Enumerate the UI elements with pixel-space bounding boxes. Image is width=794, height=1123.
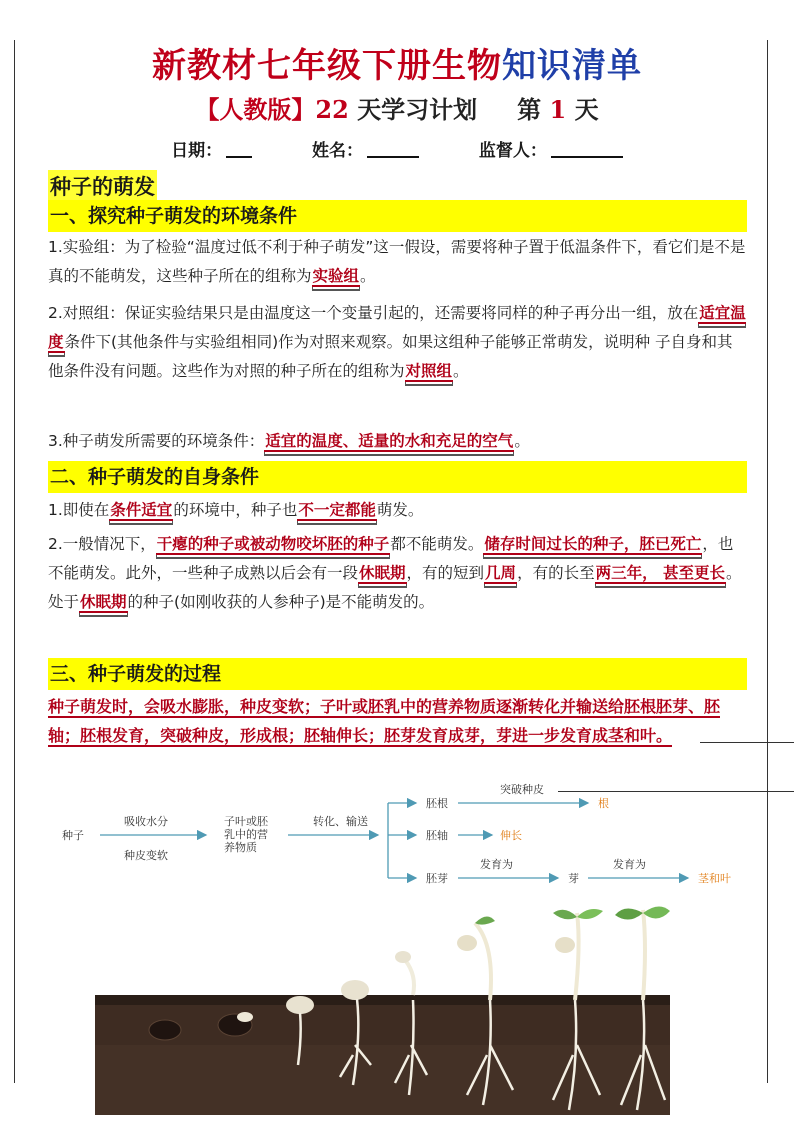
- s1-p2-end: 。: [453, 362, 469, 380]
- flow-plumule: 胚芽: [426, 872, 448, 885]
- topic-heading: 种子的萌发: [48, 170, 157, 202]
- s2-p2-g: 的种子(如刚收获的人参种子)是不能萌发的。: [127, 593, 435, 611]
- flow-absorb-water: 吸收水分: [124, 815, 168, 828]
- s1-p3-end: 。: [514, 432, 530, 450]
- title-part-2: 生物: [432, 46, 502, 86]
- day-suffix: 天: [574, 95, 599, 124]
- answer-dormancy-2: 休眠期: [80, 593, 127, 611]
- page-subtitle: [0, 90, 794, 125]
- section-2-heading: 二、种子萌发的自身条件: [48, 461, 747, 493]
- seedling-illustration-svg: [95, 905, 670, 1115]
- page-border-right: [767, 40, 768, 1083]
- s1-p2-a: 2.对照组：保证实验结果只是由温度这一个变量引起的，还需要将同样的种子再分出一组，放在: [48, 304, 699, 322]
- flow-break-seed-coat: 突破种皮: [500, 783, 544, 796]
- title-part-3: 知识清单: [502, 46, 642, 86]
- section-3-text: [48, 692, 748, 750]
- section-2-item-2: [48, 530, 748, 617]
- s1-p1-text: 1.实验组：为了检验“温度过低不利于种子萌发”这一假设，需要将种子置于低温条件下，看它们是不是真的不能萌发，这些种子所在的组称为: [48, 238, 746, 285]
- day-number: 1: [549, 95, 567, 124]
- info-line: [0, 136, 794, 161]
- name-label: 姓名：: [312, 141, 363, 161]
- s1-p1-end: 。: [360, 267, 376, 285]
- flow-radicle: 胚根: [426, 797, 448, 810]
- date-label: 日期：: [171, 141, 223, 161]
- flow-root: 根: [598, 797, 609, 810]
- seed-coat-crack: [237, 1012, 253, 1022]
- plan-text: 天学习计划: [348, 95, 478, 124]
- flow-nutrient-line-1: 子叶或胚: [224, 815, 268, 828]
- s2-p2-d: ，有的短到: [406, 564, 485, 582]
- s2-p1-a: 1.即使在: [48, 501, 110, 519]
- answer-long-storage: 储存时间过长的种子，胚已死亡: [484, 535, 702, 553]
- answer-not-necessarily: 不一定都能: [298, 501, 376, 519]
- answer-environment-conditions: 适宜的温度、适量的水和充足的空气: [265, 432, 514, 450]
- answer-experimental-group: 实验组: [312, 267, 360, 285]
- s2-p2-b: 都不能萌发。: [390, 535, 484, 553]
- flow-nutrient-line-3: 养物质: [224, 841, 257, 854]
- plan-number: 22: [315, 95, 349, 124]
- germination-flowchart: [48, 775, 794, 915]
- flow-hypocotyl: 胚轴: [426, 829, 448, 842]
- title-part-1: 新教材七年级下册: [152, 46, 432, 86]
- germination-stages-illustration: [95, 905, 670, 1115]
- name-field[interactable]: [367, 138, 419, 158]
- flow-nutrient-line-2: 乳中的营: [224, 828, 268, 841]
- s2-p1-b: 的环境中，种子也: [173, 501, 298, 519]
- flowchart-svg: [48, 775, 794, 915]
- s2-p2-e: ，有的长至: [517, 564, 595, 582]
- section-1-item-1: [48, 233, 748, 291]
- answer-two-three-years: 两三年， 甚至更长: [595, 564, 725, 582]
- s2-p2-a: 2.一般情况下，: [48, 535, 156, 553]
- day-prefix: 第: [517, 95, 542, 124]
- s2-p2-c: ，也不能萌发。此外，一些种子成熟以后会有一段: [48, 535, 734, 582]
- supervisor-label: 监督人：: [478, 141, 547, 161]
- section-1-item-3: [48, 427, 748, 456]
- flow-elongate: 伸长: [500, 829, 522, 842]
- s1-p2-b: 条件下(其他条件与实验组相同)作为对照来观察。如果这组种子能够正常萌发，说明种 子自身和其他条件没有问题。这些作为对照的种子所在的组称为: [48, 333, 733, 380]
- flow-seed-coat-soften: 种皮变软: [124, 849, 168, 862]
- flow-transform: 转化、输送: [313, 815, 368, 828]
- section-2-item-1: [48, 496, 748, 525]
- answer-dormancy: 休眠期: [359, 564, 406, 582]
- answer-control-group: 对照组: [405, 362, 453, 380]
- seed-stage-1: [149, 1020, 181, 1040]
- section-1-item-2: [48, 299, 748, 386]
- page-border-left: [14, 40, 15, 1083]
- supervisor-field[interactable]: [551, 138, 623, 158]
- flow-stem-leaf: 茎和叶: [698, 872, 731, 885]
- answer-damaged-seeds: 干瘪的种子或被动物咬坏胚的种子: [156, 535, 390, 553]
- page-title: [0, 38, 794, 87]
- section-1-heading: 一、探究种子萌发的环境条件: [48, 200, 747, 232]
- answer-suitable-conditions: 条件适宜: [110, 501, 173, 519]
- edition-label: 【人教版】: [195, 95, 316, 124]
- flow-seed: 种子: [62, 829, 84, 842]
- flow-bud: 芽: [568, 872, 579, 885]
- section-3-heading: 三、种子萌发的过程: [48, 658, 747, 690]
- flow-develop-1: 发育为: [480, 858, 513, 871]
- s2-p2-f: 。处于: [48, 564, 742, 611]
- date-field[interactable]: [226, 138, 252, 158]
- flow-develop-2: 发育为: [613, 858, 646, 871]
- s2-p1-c: 萌发。: [376, 501, 424, 519]
- answer-suitable-temperature: 适宜温度: [48, 304, 746, 351]
- process-description: 种子萌发时，会吸水膨胀，种皮变软；子叶或胚乳中的营养物质逐渐转化并输送给胚根胚芽、胚轴；胚根发育，突破种皮，形成根；胚轴伸长；胚芽发育成芽，芽进一步发育成茎和叶。: [48, 697, 721, 745]
- s1-p3-text: 3.种子萌发所需要的环境条件：: [48, 432, 265, 450]
- answer-few-weeks: 几周: [485, 564, 517, 582]
- margin-rule-1: [700, 742, 794, 743]
